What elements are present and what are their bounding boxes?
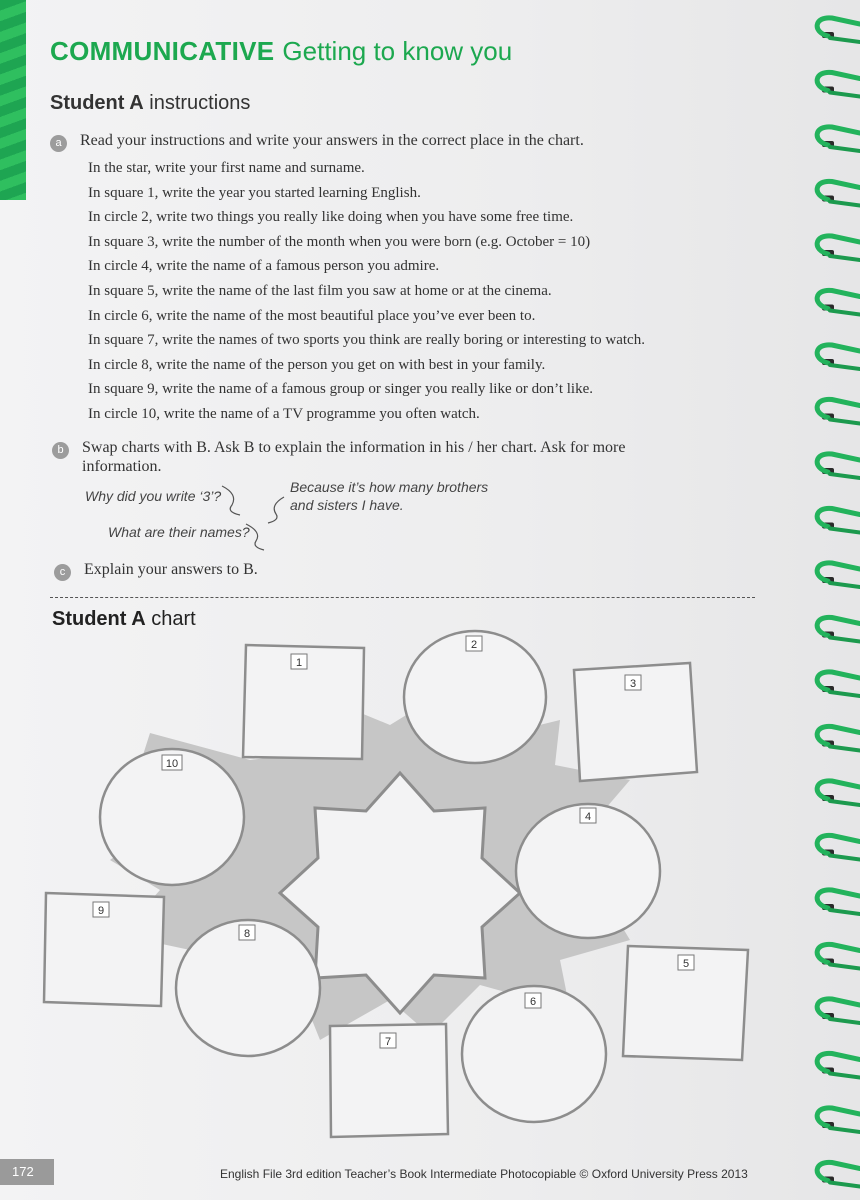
step-b-line2: information. [82,458,162,475]
number-label-9: 9 [97,905,105,917]
instruction-line: In square 3, write the number of the month when you were born (e.g. October = 10) [88,233,591,250]
speech-question-1: Why did you write ‘3’? [85,488,222,504]
number-label-1: 1 [295,657,303,669]
number-label-10: 10 [165,758,179,770]
number-tag-9 [93,902,109,917]
number-label-8: 8 [243,928,251,940]
number-tag-10 [162,755,182,770]
number-label-3: 3 [629,678,637,690]
instruction-line: In square 1, write the year you started learning English. [88,184,421,201]
instruction-line: In circle 10, write the name of a TV programme you often watch. [88,406,480,422]
speech-question-2: What are their names? [108,524,250,540]
instruction-line: In square 5, write the name of the last film you saw at home or at the cinema. [88,283,552,299]
instruction-line: In circle 8, write the name of the person you get on with best in your family. [88,356,546,373]
step-b-line1: Swap charts with B. Ask B to explain the information in his / her chart. Ask for more [82,439,626,456]
instruction-line: In circle 4, write the name of a famous person you admire. [88,258,440,275]
number-label-4: 4 [584,811,592,823]
title-rest: Getting to know you [282,36,513,66]
number-label-6: 6 [529,996,537,1008]
instruction-line: In circle 6, write the name of the most beautiful place you’ve ever been to. [88,307,536,324]
number-label-2: 2 [470,639,478,651]
instruction-line: In the star, write your first name and surname. [88,160,365,176]
number-tag-1 [291,654,307,669]
instruction-line: In circle 2, write two things you really like doing when you have some free time. [88,209,574,226]
step-c-badge: c [54,564,71,581]
number-tag-8 [239,925,255,940]
number-tag-7 [380,1033,396,1048]
chart-heading-rest: chart [151,608,196,630]
answer-circle-4 [516,804,660,938]
speech-answer-1-line1: Because it’s how many brothers [290,479,489,495]
instructions-heading-bold: Student A [50,92,144,114]
instruction-line: In square 9, write the name of a famous group or singer you really like or don’t like. [88,381,593,398]
step-a-badge: a [50,135,67,152]
number-label-5: 5 [682,958,690,970]
number-tag-3 [625,675,641,690]
step-c-text: Explain your answers to B. [84,561,258,578]
instruction-line: In square 7, write the names of two sports you think are really boring or interesting to watch. [88,332,645,349]
number-label-7: 7 [384,1036,392,1048]
speech-answer-1-line2: and sisters I have. [290,497,404,513]
step-b-badge: b [52,442,69,459]
chart-heading-bold: Student A [52,608,146,630]
number-tag-6 [525,993,541,1008]
number-tag-5 [678,955,694,970]
number-tag-4 [580,808,596,823]
step-a-text: Read your instructions and write your answers in the correct place in the chart. [80,132,584,149]
instructions-heading-rest: instructions [149,92,251,114]
page-number: 172 [0,1159,54,1185]
title-bold: COMMUNICATIVE [50,36,275,66]
number-tag-2 [466,636,482,651]
footer-copyright: English File 3rd edition Teacher’s Book Intermediate Photocopiable © Oxford University Press 2013 [220,1167,748,1181]
